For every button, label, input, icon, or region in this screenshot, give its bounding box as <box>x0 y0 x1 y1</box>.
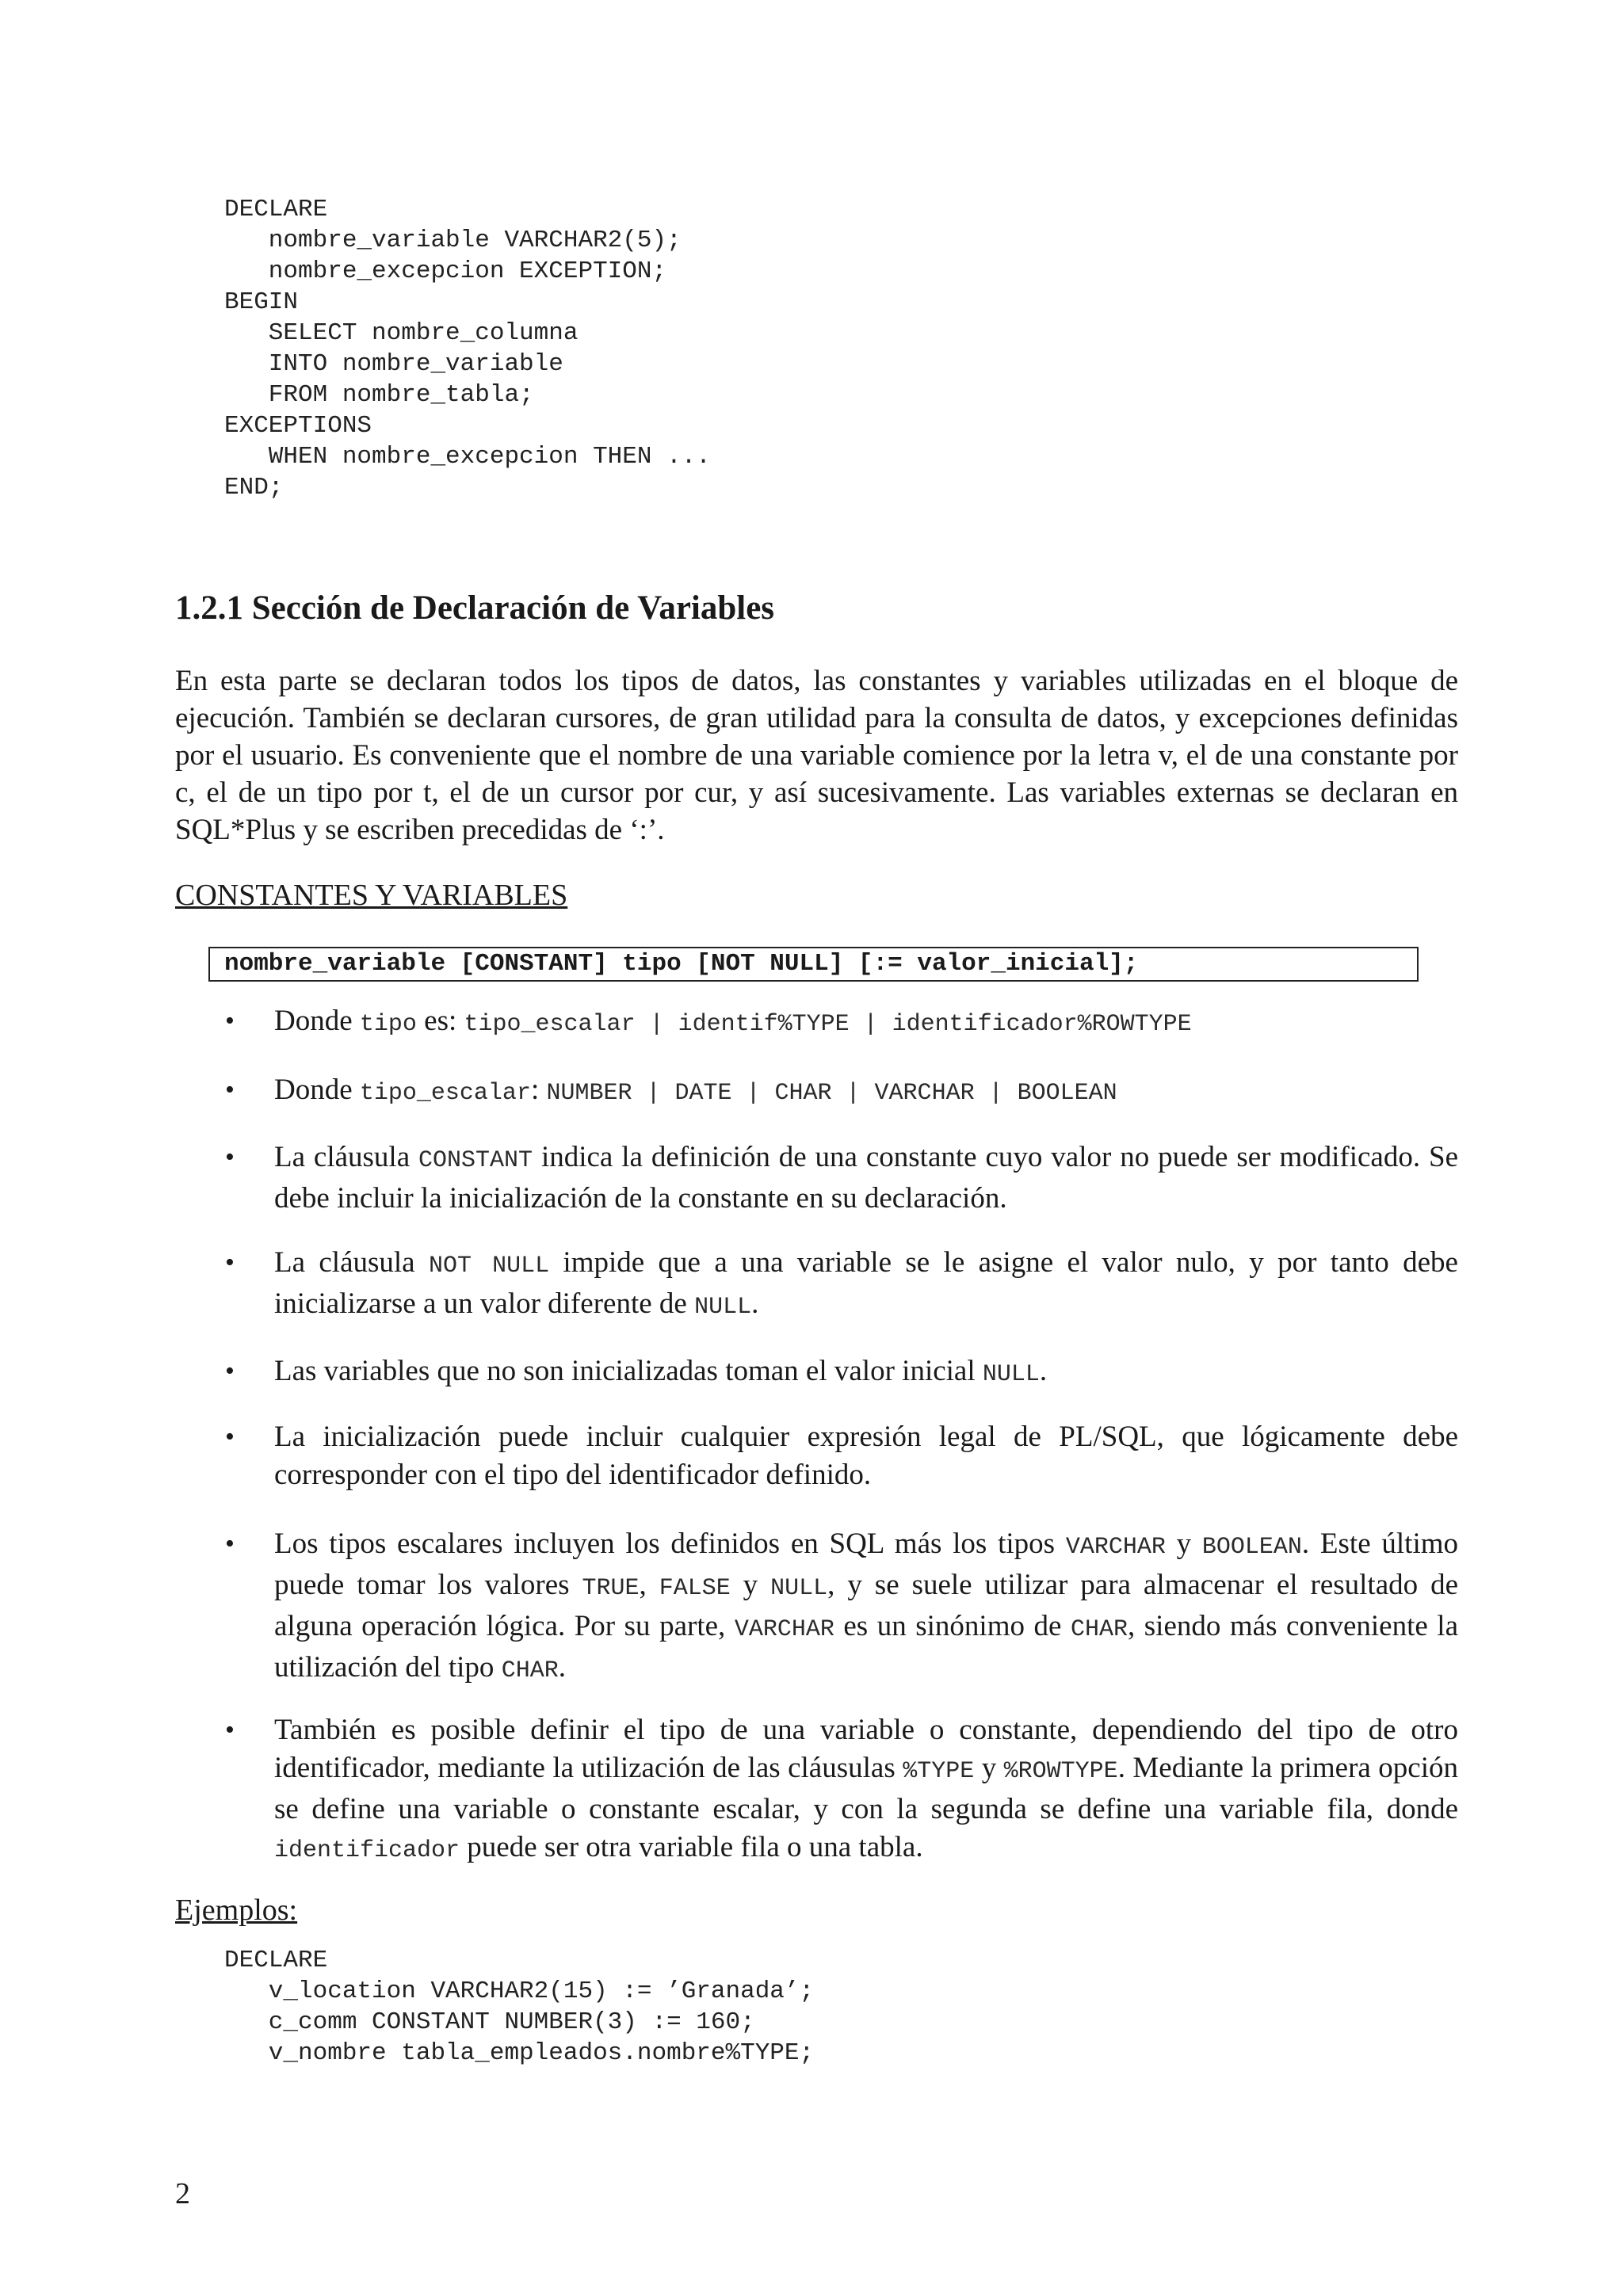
bullet-icon: • <box>225 1075 235 1104</box>
bullet-item: • Donde tipo_escalar: NUMBER | DATE | CHAR | VARCHAR | BOOLEAN <box>175 1071 1458 1112</box>
bullet-icon: • <box>225 1529 235 1558</box>
bullet-item: • Los tipos escalares incluyen los definidos en SQL más los tipos VARCHAR y BOOLEAN. Este último puede tomar los valores TRUE, FALSE y NULL, y se suele utilizar para almacenar el resultado de alguna operación lógica. Por su parte, VARCHAR es un sinónimo de CHAR, siendo más conveniente la utilización del tipo CHAR. <box>175 1525 1458 1690</box>
bullet-icon: • <box>225 1248 235 1277</box>
bullet-item: • La inicialización puede incluir cualquier expresión legal de PL/SQL, que lógicamente debe corresponder con el tipo del identificador definido. <box>175 1418 1458 1494</box>
bullet-icon: • <box>225 1006 235 1035</box>
syntax-box: nombre_variable [CONSTANT] tipo [NOT NULL] [:= valor_inicial]; <box>208 947 1419 982</box>
bullet-item: • La cláusula NOT NULL impide que a una variable se le asigne el valor nulo, y por tanto debe inicializarse a un valor diferente de NULL. <box>175 1244 1458 1326</box>
code-block-declare: DECLARE nombre_variable VARCHAR2(5); nombre_excepcion EXCEPTION; BEGIN SELECT nombre_columna INTO nombre_variable FROM nombre_tabla; EXCEPTIONS WHEN nombre_excepcion THEN ... END; <box>224 196 711 502</box>
bullet-item: • Las variables que no son inicializadas toman el valor inicial NULL. <box>175 1352 1458 1394</box>
bullet-item: • La cláusula CONSTANT indica la definición de una constante cuyo valor no puede ser modificado. Se debe incluir la inicialización de la constante en su declaración. <box>175 1138 1458 1218</box>
bullet-icon: • <box>225 1142 235 1172</box>
constants-title: CONSTANTES Y VARIABLES <box>175 879 568 912</box>
bullet-icon: • <box>225 1356 235 1386</box>
code-block-examples: DECLARE v_location VARCHAR2(15) := ’Granada’; c_comm CONSTANT NUMBER(3) := 160; v_nombre tabla_empleados.nombre%TYPE; <box>224 1947 815 2067</box>
bullet-item: • También es posible definir el tipo de una variable o constante, dependiendo del tipo de otro identificador, mediante la utilización de las cláusulas %TYPE y %ROWTYPE. Mediante la primera opción se define una variable o constante escalar, y con la segunda se define una variable fila, donde identificador puede ser otra variable fila o una tabla. <box>175 1711 1458 1870</box>
bullet-icon: • <box>225 1422 235 1451</box>
examples-title: Ejemplos: <box>175 1894 298 1927</box>
bullet-icon: • <box>225 1715 235 1745</box>
bullet-item: • Donde tipo es: tipo_escalar | identif%TYPE | identificador%ROWTYPE <box>175 1002 1458 1043</box>
page-number: 2 <box>175 2177 190 2210</box>
intro-paragraph: En esta parte se declaran todos los tipos de datos, las constantes y variables utilizadas en el bloque de ejecución. También se declaran cursores, de gran utilidad para la consulta de datos, y excepciones definidas por el usuario. Es conveniente que el nombre de una variable comience por la letra v, el de una constante por c, el de un tipo por t, el de un cursor por cur, y así sucesivamente. Las variables externas se declaran en SQL*Plus y se escriben precedidas de ‘:’. <box>175 665 1458 846</box>
section-heading: 1.2.1 Sección de Declaración de Variables <box>175 589 775 627</box>
